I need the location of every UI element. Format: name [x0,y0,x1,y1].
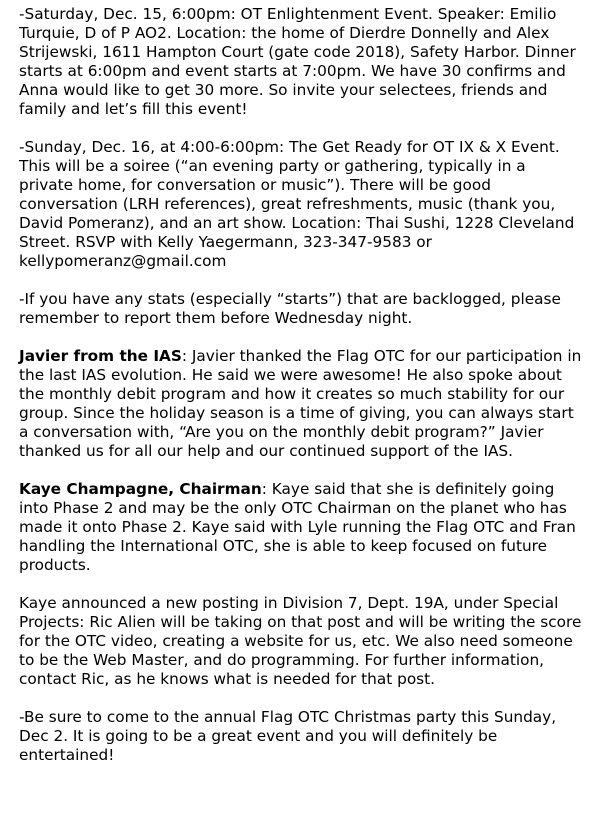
paragraph-javier-ias [19,347,584,461]
paragraph-text: : Kaye said that she is definitely going into Phase 2 and may be the only OTC Chairman on the planet who has made it onto Phase 2. Kaye said with Lyle running the Flag OTC and Fran handling the International OTC, she is able to keep focused on future products. [19,480,576,574]
paragraph-kaye-chairman [19,480,584,575]
paragraph-heading: Kaye Champagne, Chairman [19,480,262,498]
paragraph-saturday-event [19,5,584,119]
paragraph-new-posting [19,594,584,689]
paragraph-stats-reminder [19,290,584,328]
paragraph-text: Kaye announced a new posting in Division 7, Dept. 19A, under Special Projects: Ric Alien will be taking on that post and will be writing the score for the OTC video, creating a website for us, etc. We also need someone to be the Web Master, and do programming. For further information, contact Ric, as he knows what is needed for that post. [19,594,582,688]
paragraph-heading: Javier from the IAS [19,347,182,365]
paragraph-text: -Sunday, Dec. 16, at 4:00-6:00pm: The Get Ready for OT IX & X Event. This will be a soiree (“an evening party or gathering, typically in a private home, for conversation or music”). There will be good conversation (LRH references), great refreshments, music (thank you, David Pomeranz), and an art show. Location: Thai Sushi, 1228 Cleveland Street. RSVP with Kelly Yaegermann, 323-347-9583 or kellypomeranz@gmail.com [19,138,575,270]
paragraph-text: -If you have any stats (especially “starts”) that are backlogged, please remember to report them before Wednesday night. [19,290,561,327]
paragraph-christmas-party [19,708,584,765]
paragraph-text: : Javier thanked the Flag OTC for our participation in the last IAS evolution. He said we were awesome! He also spoke about the monthly debit program and how it creates so much stability for our group. Since the holiday season is a time of giving, you can always start a conversation with, “Are you on the monthly debit program?” Javier thanked us for all our help and our continued support of the IAS. [19,347,582,460]
paragraph-text: -Be sure to come to the annual Flag OTC Christmas party this Sunday, Dec 2. It is going to be a great event and you will definitely be entertained! [19,708,557,764]
paragraph-sunday-event [19,138,584,271]
paragraph-text: -Saturday, Dec. 15, 6:00pm: OT Enlightenment Event. Speaker: Emilio Turquie, D of P AO2. Location: the home of Dierdre Donnelly and Alex Strijewski, 1611 Hampton Court (gate code 2018), Safety Harbor. Dinner starts at 6:00pm and event starts at 7:00pm. We have 30 confirms and Anna would like to get 30 more. So invite your selectees, friends and family and let’s fill this event! [19,5,576,118]
